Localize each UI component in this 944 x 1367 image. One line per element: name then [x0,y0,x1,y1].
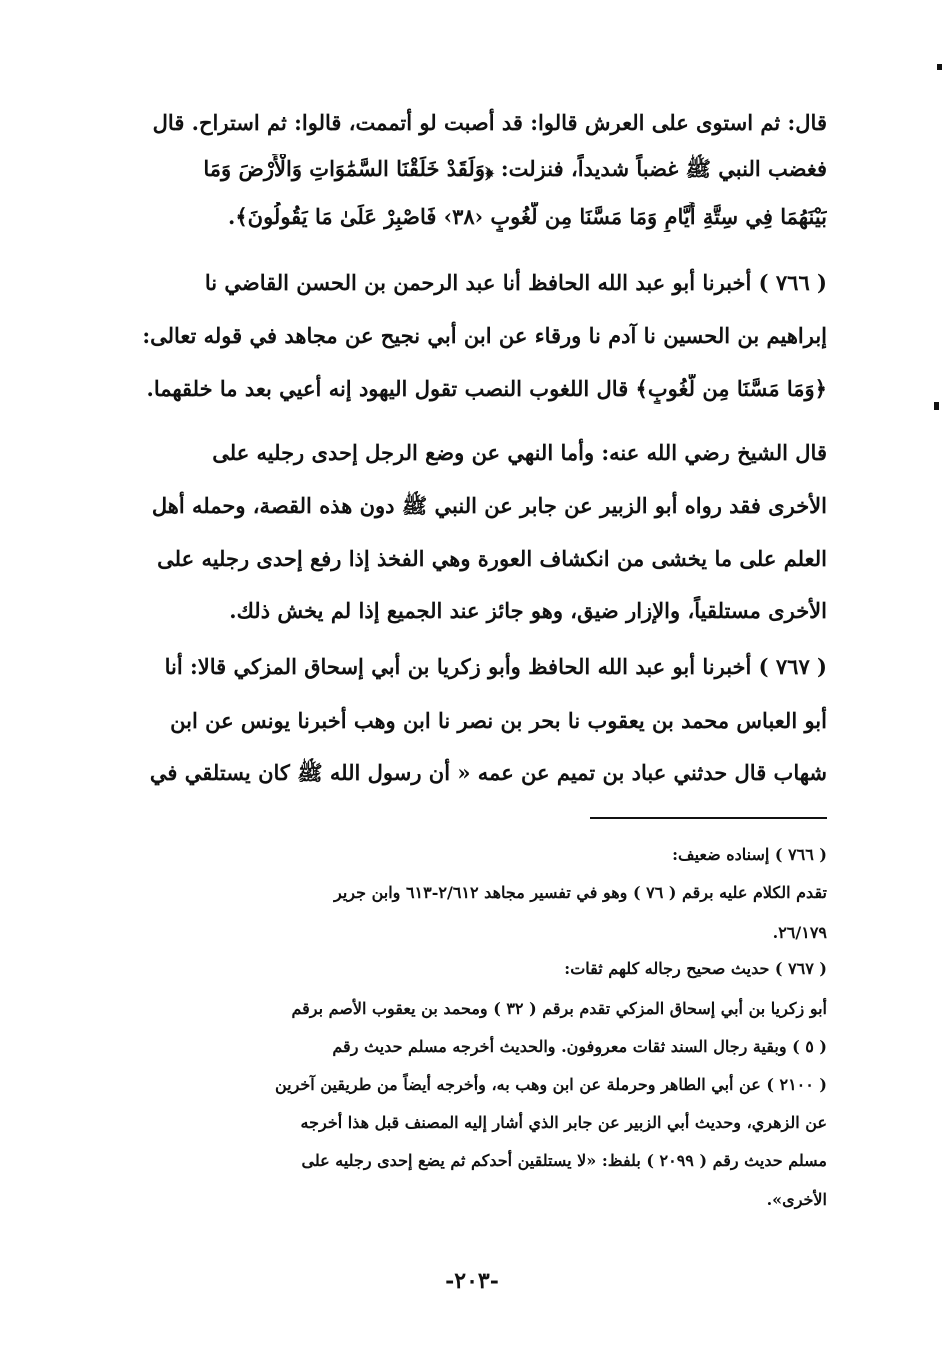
footnotes [115,842,827,1232]
text-line: شهاب قال حدثني عباد بن تميم عن عمه « أن رسول الله ﷺ كان يستلقي في [149,760,827,785]
scan-mark [937,64,942,70]
footnote-line: عن الزهري، وحديث أبي الزبير عن جابر الذي أشار إليه المصنف قبل هذا أخرجه [300,1113,827,1132]
footnote-line: ( ٢١٠٠ ) عن أبي الطاهر وحرملة عن ابن وهب به، وأخرجه أيضاً من طريقين آخرين [274,1075,827,1094]
text-line: الأخرى فقد رواه أبو الزبير عن جابر عن النبي ﷺ دون هذه القصة، وحمله أهل [151,493,827,518]
paragraph-hadith-767 [115,652,827,792]
text-line: ﴿وَمَا مَسَّنَا مِن لُّغُوبٍ﴾ قال اللغوب النصب تقول اليهود إنه أعيي بعد ما خلقهما. [146,376,827,401]
footnote-line: ( ٥ ) وبقية رجال السند ثقات معروفون. والحديث أخرجه مسلم حديث رقم [332,1037,827,1056]
text-line: ( ٧٦٧ ) أخبرنا أبو عبد الله الحافظ وأبو زكريا بن أبي إسحاق المزكي قالا: أنا [164,654,827,679]
text-line: الأخرى مستلقياً، والإزار ضيق، وهو جائز عند الجميع إذا لم يخش ذلك. [229,598,827,623]
footnote-line: مسلم حديث رقم ( ٢٠٩٩ ) بلفظ: «لا يستلقين أحدكم ثم يضع إحدى رجليه على [301,1151,827,1170]
footnote-line: الأخرى». [766,1190,827,1209]
page-number: -٢٠٣- [445,1268,499,1294]
scan-mark [934,402,939,410]
text-line: قال: ثم استوى على العرش قالوا: قد أصبت لو أتممت، قالوا: ثم استراح. قال [152,110,827,135]
paragraph-commentary [115,438,827,628]
paragraph-hadith-766 [115,268,827,408]
text-line: العلم على ما يخشى من انكشاف العورة وهي الفخذ إذا رفع إحدى رجليه على [157,546,827,571]
paragraph-1 [115,108,827,238]
text-line: إبراهيم بن الحسين نا آدم نا ورقاء عن ابن أبي نجيح عن مجاهد في قوله تعالى: [142,323,827,348]
footnote-heading-767: ( ٧٦٧ ) حديث صحيح رجاله كلهم ثقات: [564,959,827,978]
text-line: أبو العباس محمد بن يعقوب نا بحر بن نصر نا ابن وهب أخبرنا يونس عن ابن [170,708,827,733]
text-line: فغضب النبي ﷺ غضباً شديداً، فنزلت: ﴿وَلَقَدْ خَلَقْنَا السَّمَٰوَاتِ وَالْأَرْضَ وَمَا [203,156,827,181]
footnote-line: ٢٦/١٧٩. [772,923,827,942]
text-line: ( ٧٦٦ ) أخبرنا أبو عبد الله الحافظ أنا عبد الرحمن بن الحسن القاضي نا [204,270,827,295]
footnote-line: أبو زكريا بن أبي إسحاق المزكي تقدم برقم ( ٣٢ ) ومحمد بن يعقوب الأصم برقم [291,999,827,1018]
footnote-heading-766: ( ٧٦٦ ) إسناده ضعيف: [672,845,827,864]
text-line: قال الشيخ رضي الله عنه: وأما النهي عن وضع الرجل إحدى رجليه على [212,440,827,465]
footnote-line: تقدم الكلام عليه برقم ( ٧٦ ) وهو في تفسير مجاهد ٢/٦١٢-٦١٣ وابن جرير [334,883,827,902]
text-line: بَيْنَهُمَا فِي سِتَّةِ أَيَّامٍ وَمَا مَسَّنَا مِن لُّغُوبٍ ‹٣٨› فَاصْبِرْ عَلَىٰ مَا يَقُولُونَ﴾. [228,204,827,229]
footnote-separator [590,817,827,819]
